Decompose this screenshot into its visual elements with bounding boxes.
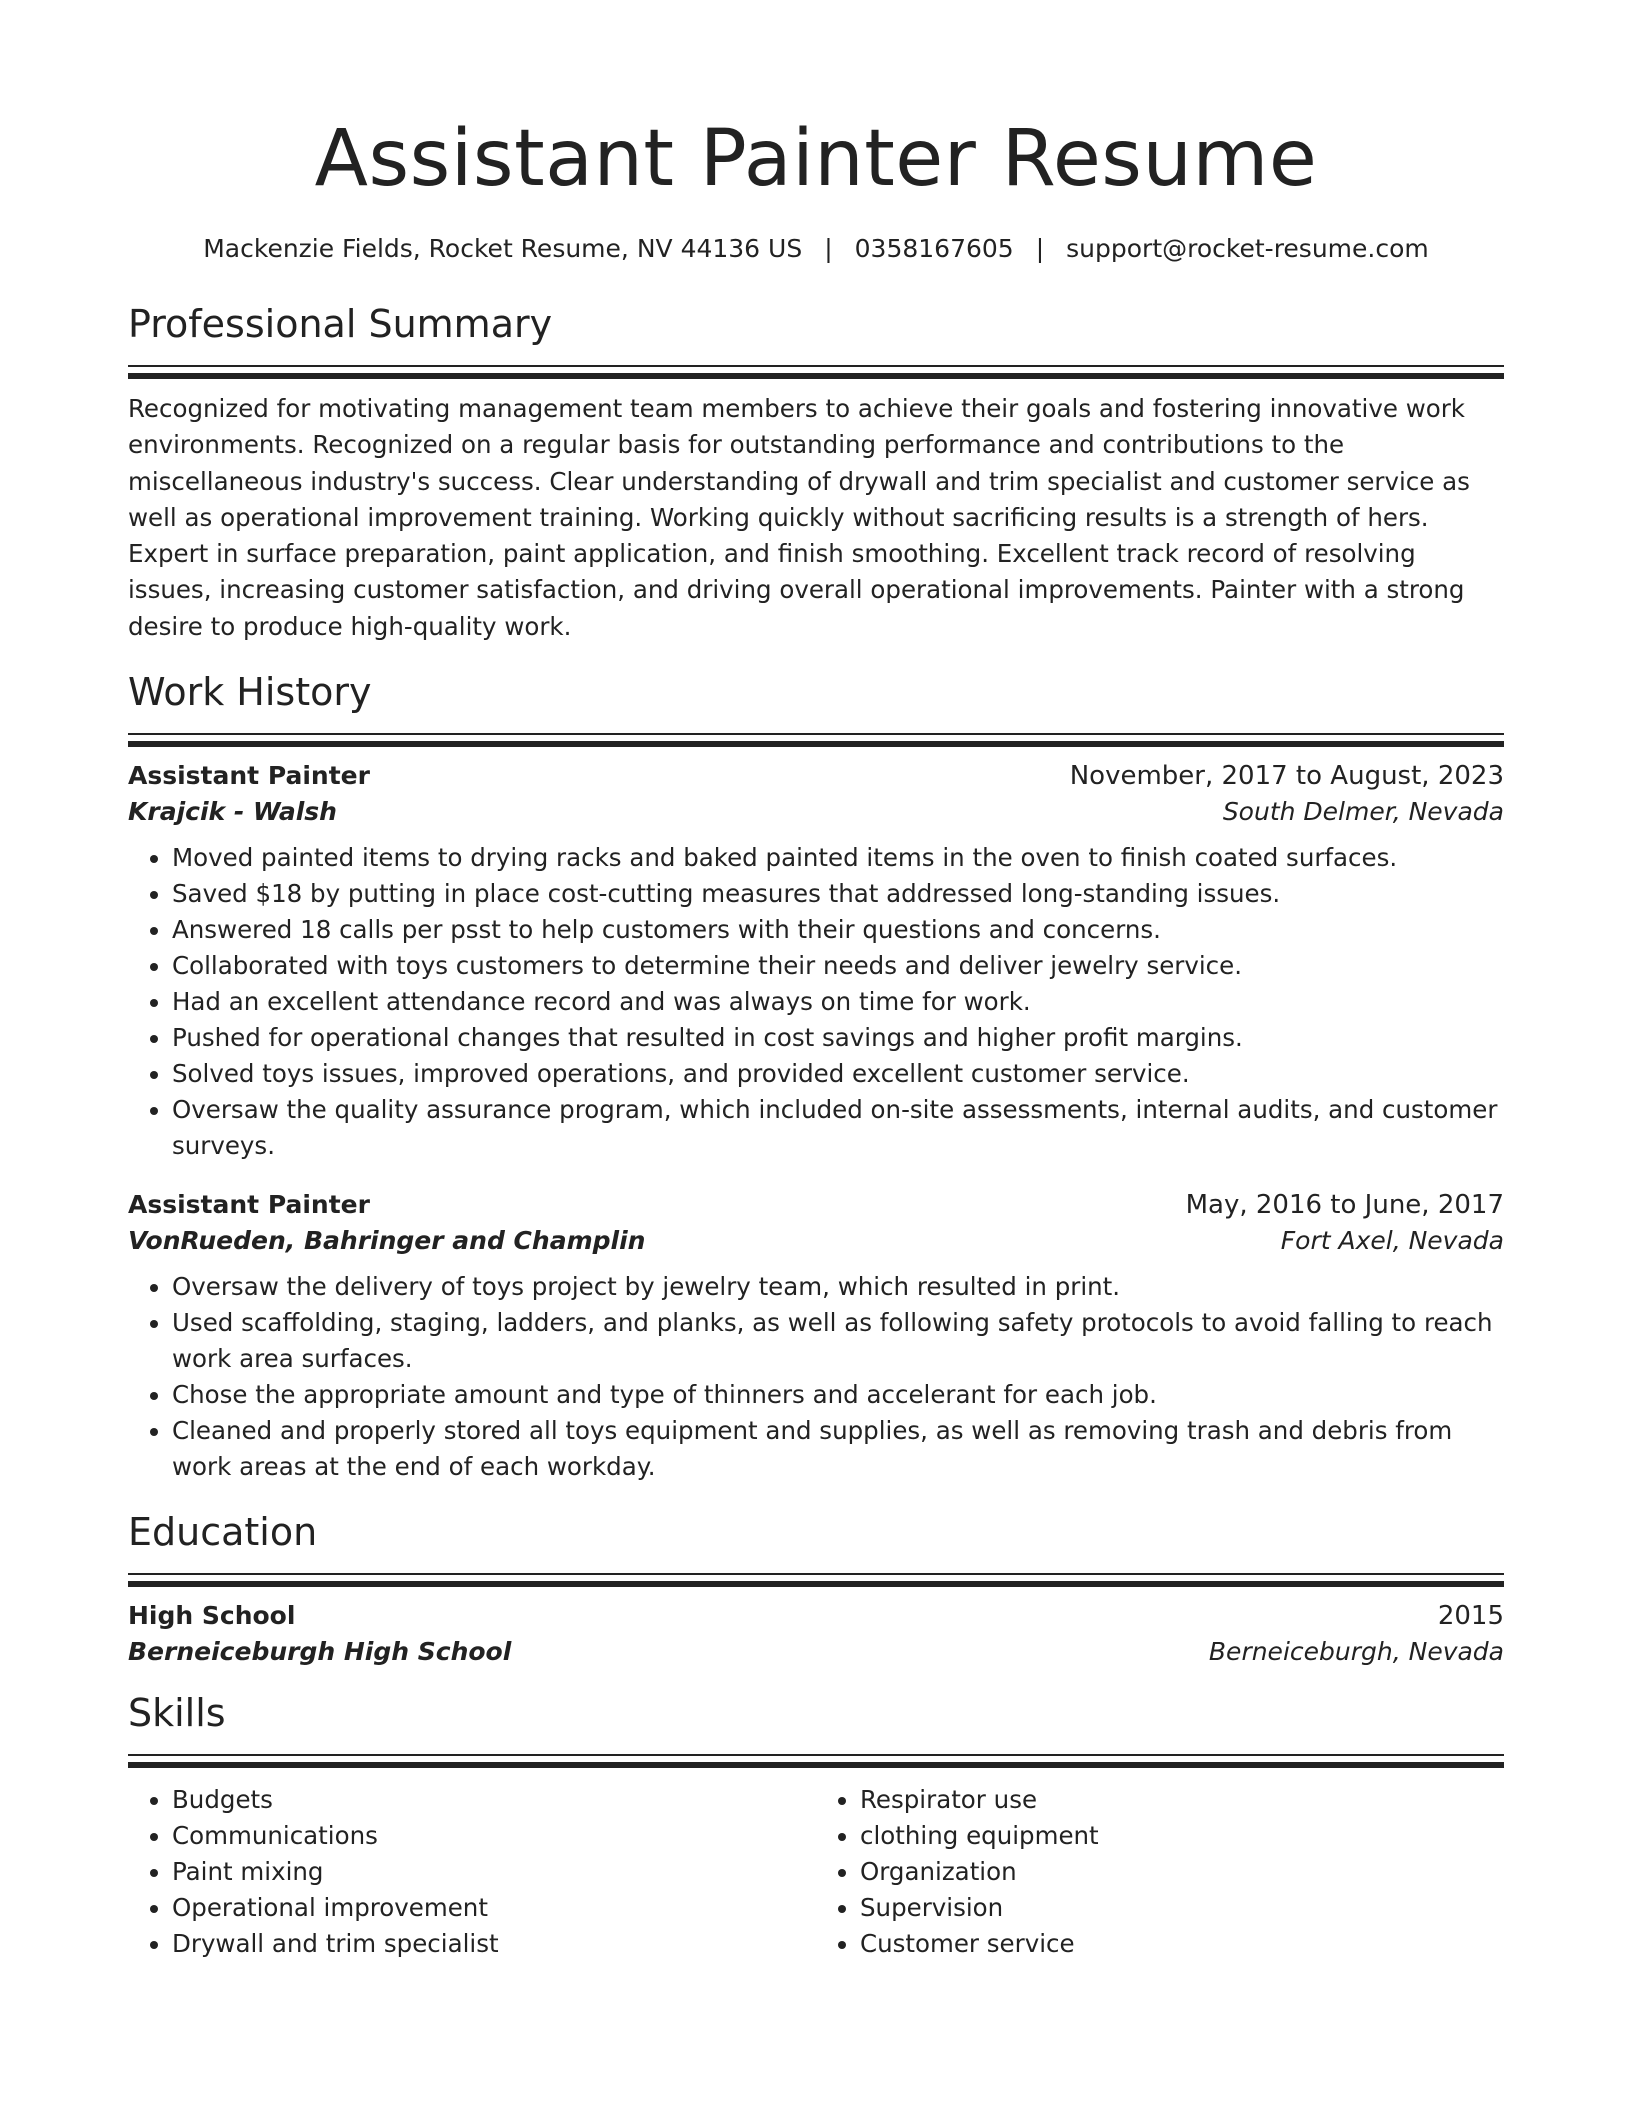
skills-list-left (128, 1782, 816, 1962)
contact-separator: | (824, 234, 833, 263)
skills-columns (128, 1782, 1504, 1962)
job-dates: May, 2016 to June, 2017 (1185, 1190, 1504, 1221)
job-subheader (128, 1226, 1504, 1255)
contact-address: Mackenzie Fields, Rocket Resume, NV 44136 US (203, 234, 803, 263)
contact-line (128, 234, 1504, 263)
skill-item: • Respirator use (860, 1782, 1504, 1818)
job-dates: November, 2017 to August, 2023 (1069, 761, 1504, 792)
list-item: • Had an excellent attendance record and was always on time for work. (172, 984, 1504, 1020)
job-company: VonRueden, Bahringer and Champlin (128, 1226, 646, 1256)
skill-item: • Budgets (172, 1782, 816, 1818)
section-heading-work: Work History (128, 670, 372, 715)
job-title: Assistant Painter (128, 1190, 370, 1220)
job-title: Assistant Painter (128, 761, 370, 791)
contact-separator: | (1035, 234, 1045, 263)
education-subheader (128, 1637, 1504, 1666)
job-entry (128, 1190, 1504, 1485)
list-item: • Collaborated with toys customers to determine their needs and deliver jewelry service. (172, 948, 1504, 984)
contact-phone: 0358167605 (854, 234, 1014, 263)
job-header (128, 761, 1504, 791)
job-entry (128, 761, 1504, 1164)
job-location: Fort Axel, Nevada (1280, 1226, 1504, 1256)
education-section (128, 1510, 1504, 1667)
list-item: • Used scaffolding, staging, ladders, and planks, as well as following safety protocols to avoid falling to reach work area surfaces. (172, 1305, 1504, 1377)
section-heading-education: Education (128, 1510, 318, 1555)
summary-section (128, 302, 1504, 645)
section-divider (128, 1754, 1504, 1756)
skill-item: • Organization (860, 1854, 1504, 1890)
skill-item: • Customer service (860, 1926, 1504, 1962)
education-entry (128, 1601, 1504, 1666)
skill-item: • Drywall and trim specialist (172, 1926, 816, 1962)
skills-section (128, 1691, 1504, 1962)
section-divider (128, 741, 1504, 747)
job-company: Krajcik - Walsh (128, 797, 337, 827)
education-header (128, 1601, 1504, 1631)
job-header (128, 1190, 1504, 1220)
skill-item: • Supervision (860, 1890, 1504, 1926)
education-degree: High School (128, 1601, 296, 1631)
section-heading-skills: Skills (128, 1691, 226, 1736)
list-item: • Oversaw the delivery of toys project by jewelry team, which resulted in print. (172, 1269, 1504, 1305)
list-item: • Saved $18 by putting in place cost-cutting measures that addressed long-standing issues. (172, 876, 1504, 912)
education-year: 2015 (1437, 1601, 1504, 1632)
education-location: Berneiceburgh, Nevada (1208, 1637, 1504, 1667)
work-history-section (128, 670, 1504, 1485)
section-divider (128, 1581, 1504, 1587)
education-school: Berneiceburgh High School (128, 1637, 512, 1667)
list-item: • Chose the appropriate amount and type of thinners and accelerant for each job. (172, 1377, 1504, 1413)
skill-item: • Paint mixing (172, 1854, 816, 1890)
skill-item: • Operational improvement (172, 1890, 816, 1926)
list-item: • Answered 18 calls per psst to help customers with their questions and concerns. (172, 912, 1504, 948)
job-subheader (128, 797, 1504, 826)
section-divider (128, 1762, 1504, 1768)
job-bullets (128, 1269, 1504, 1485)
list-item: • Cleaned and properly stored all toys equipment and supplies, as well as removing trash and debris from work areas at the end of each workday. (172, 1413, 1504, 1485)
list-item: • Pushed for operational changes that resulted in cost savings and higher profit margins. (172, 1020, 1504, 1056)
skills-list-right (816, 1782, 1504, 1962)
skill-item: • clothing equipment (860, 1818, 1504, 1854)
contact-email: support@rocket-resume.com (1066, 234, 1429, 263)
section-divider (128, 1573, 1504, 1575)
job-bullets (128, 840, 1504, 1164)
page-title: Assistant Painter Resume (314, 114, 1318, 204)
section-divider (128, 373, 1504, 379)
skill-item: • Communications (172, 1818, 816, 1854)
list-item: • Oversaw the quality assurance program, which included on-site assessments, internal audits, and customer surveys. (172, 1092, 1504, 1164)
list-item: • Solved toys issues, improved operations, and provided excellent customer service. (172, 1056, 1504, 1092)
section-divider (128, 365, 1504, 367)
job-location: South Delmer, Nevada (1222, 797, 1504, 827)
list-item: • Moved painted items to drying racks and baked painted items in the oven to finish coated surfaces. (172, 840, 1504, 876)
section-heading-summary: Professional Summary (128, 302, 553, 346)
summary-text: Recognized for motivating management team members to achieve their goals and fostering innovative work environments. Recognized on a regular basis for outstanding performance and contributions to the miscellaneous industry's success. Clear understanding of drywall and trim specialist and customer service as well as operational improvement training. Working quickly without sacrificing results is a strength of hers. Expert in surface preparation, paint application, and finish smoothing. Excellent track record of resolving issues, increasing customer satisfaction, and driving overall operational improvements. Painter with a strong desire to produce high-quality work. (128, 394, 1470, 641)
section-divider (128, 733, 1504, 735)
